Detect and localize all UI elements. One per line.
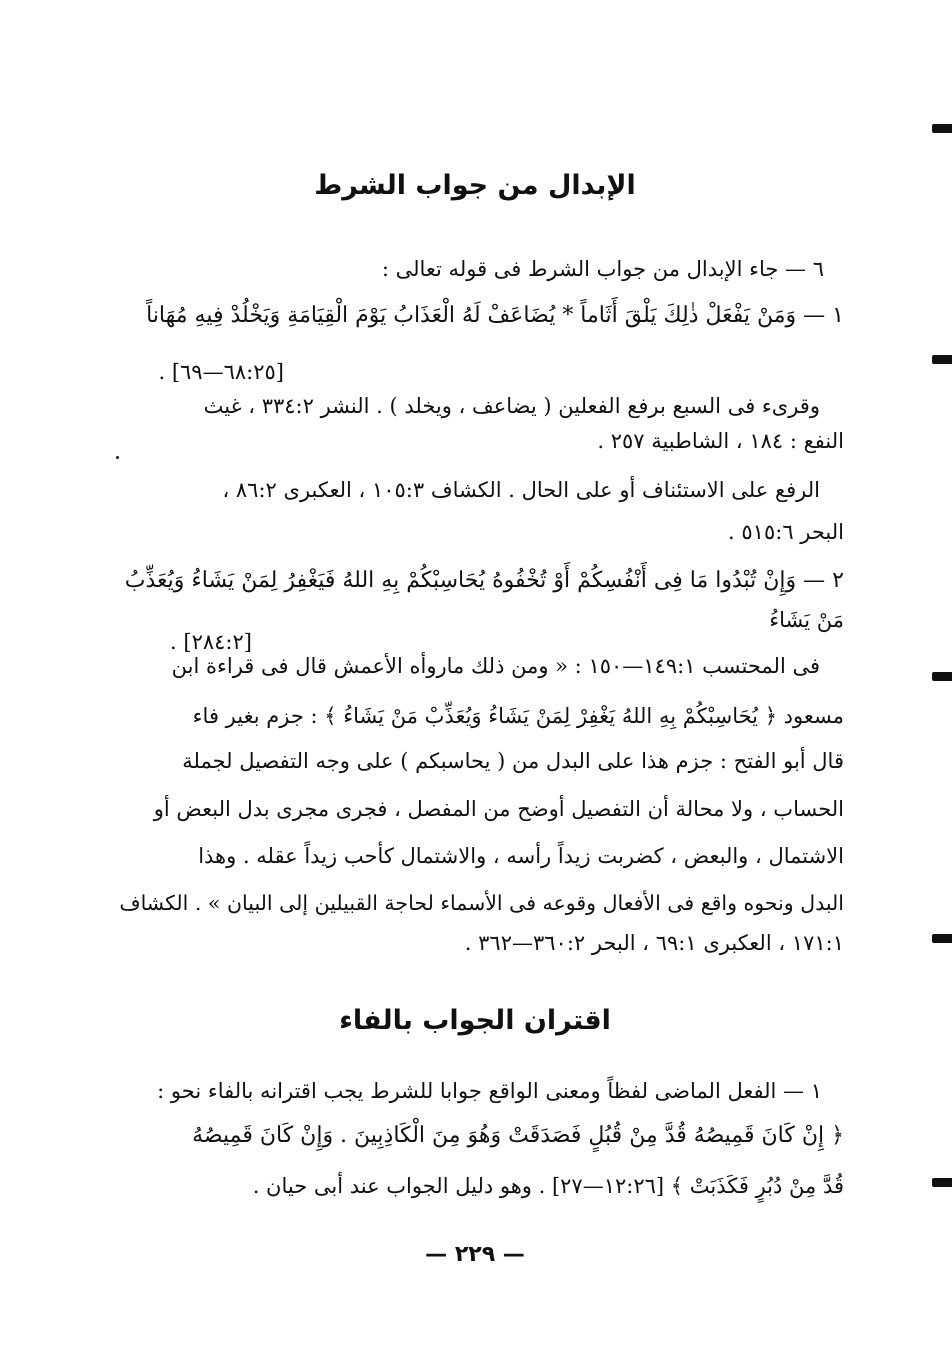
text-line: ١ — الفعل الماضى لفظاً ومعنى الواقع جوابا للشرط يجب اقترانه بالفاء نحو : [157,1079,822,1103]
margin-mark [932,1178,952,1187]
quran-verse-line: ﴿ إِنْ كَانَ قَمِيصُهُ قُدَّ مِنْ قُبُلٍ فَصَدَقَتْ وَهُوَ مِنَ الْكَاذِبِينَ . وَإِنْ كَانَ قَمِيصُهُ [192,1123,844,1148]
quran-verse-line: قُدَّ مِنْ دُبُرٍ فَكَذَبَتْ ﴾ [١٢:٢٦—٢٧] . وهو دليل الجواب عند أبى حيان . [252,1174,844,1198]
section-heading: اقتران الجواب بالفاء [339,1005,611,1036]
text-line: البحر ٥١٥:٦ . [728,520,844,544]
text-line: وقرىء فى السبع برفع الفعلين ( يضاعف ، ويخلد ) . النشر ٣٣٤:٢ ، غيث [203,394,820,418]
margin-mark [932,124,952,133]
quran-verse-line: ١ — وَمَنْ يَفْعَلْ ذٰلِكَ يَلْقَ أَثَاماً * يُضَاعَفْ لَهُ الْعَذَابُ يَوْمَ الْقِيَامَةِ وَيَخْلُدْ فِيهِ مُهَاناً [146,303,844,328]
page-number: — ٢٢٩ — [425,1242,525,1267]
speck [116,456,119,459]
margin-mark [932,672,952,681]
text-line: قال أبو الفتح : جزم هذا على البدل من ( يحاسبكم ) على وجه التفصيل لجملة [182,749,844,773]
margin-mark [932,934,952,943]
text-line: الاشتمال ، والبعض ، كضربت زيداً رأسه ، والاشتمال كأحب زيداً عقله . وهذا [198,844,844,868]
section-heading: الإبدال من جواب الشرط [314,170,636,201]
text-line: الرفع على الاستئناف أو على الحال . الكشاف ١٠٥:٣ ، العكبرى ٨٦:٢ ، [222,478,820,502]
text-line: ١٧١:١ ، العكبرى ٦٩:١ ، البحر ٣٦٠:٢—٣٦٢ . [464,931,844,955]
text-line: النفع : ١٨٤ ، الشاطبية ٢٥٧ . [597,429,844,453]
margin-mark [932,355,952,364]
text-line: مسعود ﴿ يُحَاسِبْكُمْ بِهِ اللهُ يَغْفِرْ لِمَنْ يَشَاءُ وَيُعَذِّبْ مَنْ يَشَاءُ ﴾ : جزم بغير فاء [192,704,844,728]
quran-verse-line: مَنْ يَشَاءُ [769,608,844,632]
text-line: فى المحتسب ١٤٩:١—١٥٠ : « ومن ذلك ماروأه الأعمش قال فى قراءة ابن [171,654,820,678]
verse-reference: [٢٨٤:٢] . [170,630,252,654]
verse-reference: [٦٨:٢٥—٦٩] . [158,360,284,384]
quran-verse-line: ٢ — وَإِنْ تُبْدُوا مَا فِى أَنْفُسِكُمْ أَوْ تُخْفُوهُ يُحَاسِبْكُمْ بِهِ اللهُ فَيَغْفِرُ لِمَنْ يَشَاءُ وَيُعَذِّبُ [124,568,844,593]
text-line: البدل ونحوه واقع فى الأفعال وقوعه فى الأسماء لحاجة القبيلين إلى البيان » . الكشاف [119,891,844,915]
text-line: ٦ — جاء الإبدال من جواب الشرط فى قوله تعالى : [381,257,824,281]
text-line: الحساب ، ولا محالة أن التفصيل أوضح من المفصل ، فجرى مجرى بدل البعض أو [153,797,844,821]
